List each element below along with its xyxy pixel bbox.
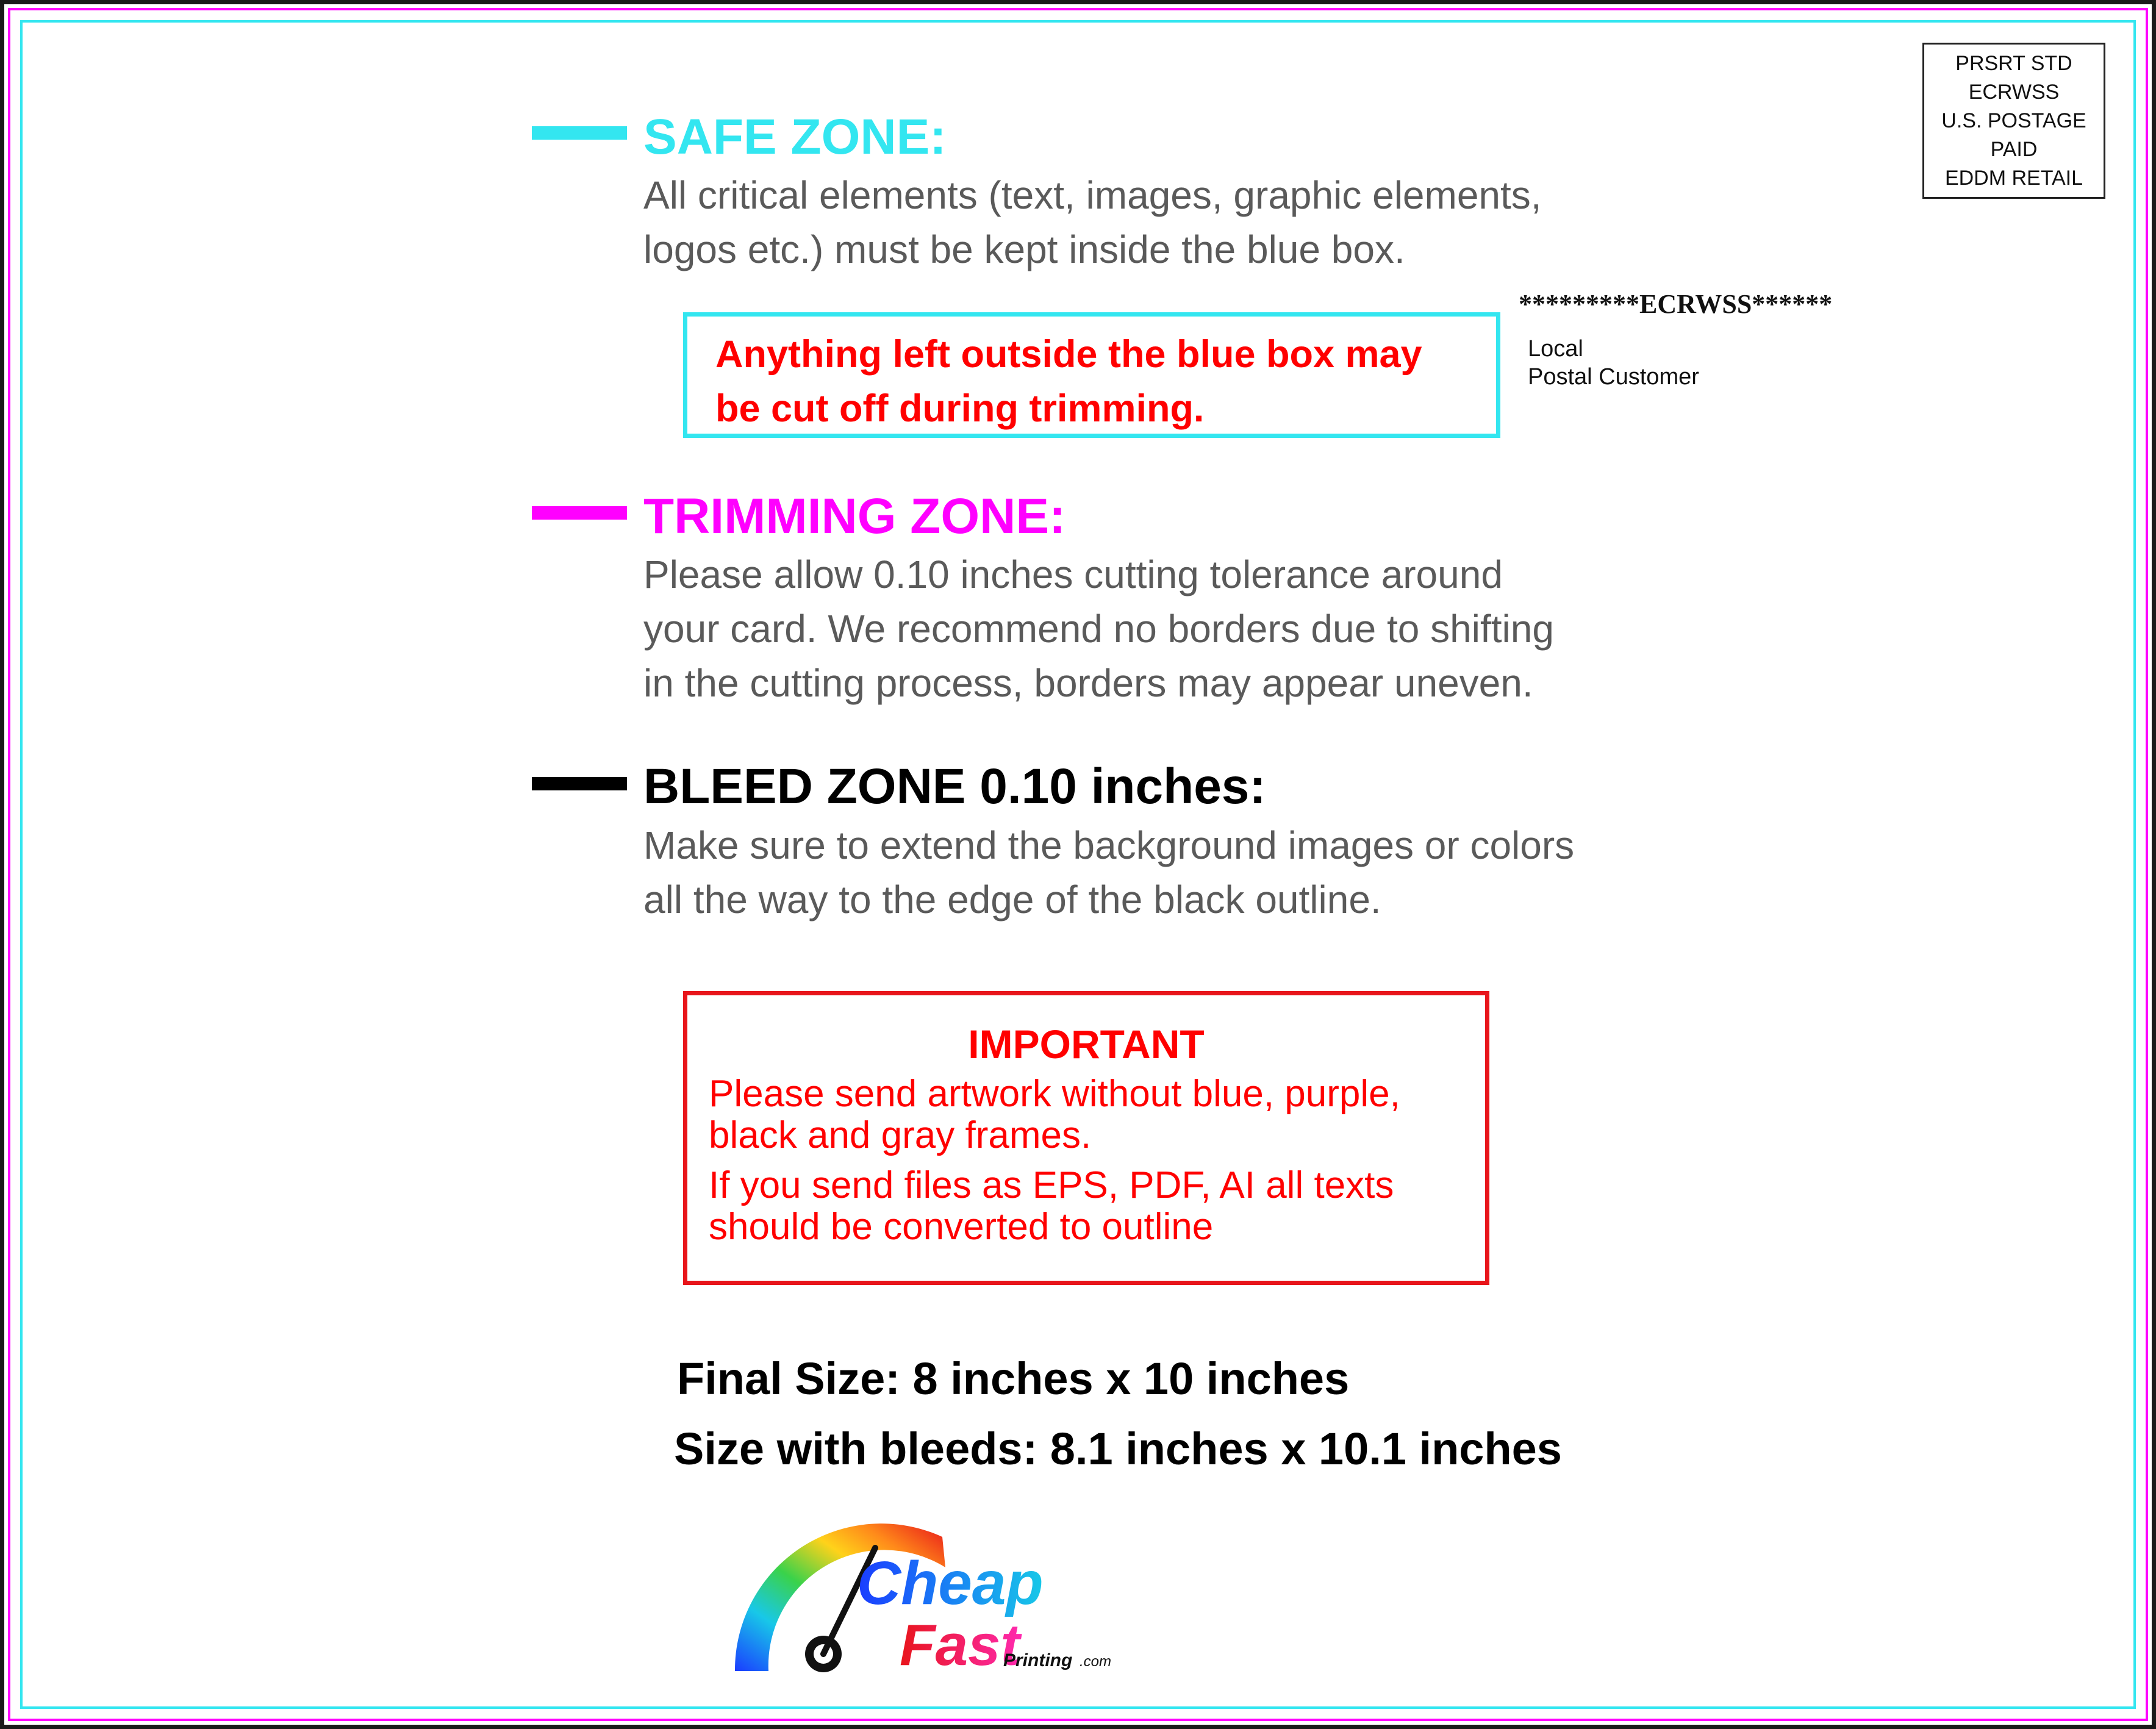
- bleed-zone-line: all the way to the edge of the black outline.: [643, 878, 1381, 922]
- trim-zone-legend-bar: [532, 506, 627, 520]
- bleed-zone-line: Make sure to extend the background images or colors: [643, 823, 1575, 867]
- important-line: Please send artwork without blue, purple,: [709, 1073, 1400, 1115]
- trimming-zone-line: Please allow 0.10 inches cutting tolerance around: [643, 553, 1503, 596]
- trimming-zone-line: your card. We recommend no borders due to shifting: [643, 607, 1554, 651]
- safe-zone-legend-bar: [532, 126, 627, 140]
- warning-line: be cut off during trimming.: [715, 387, 1205, 430]
- important-line: black and gray frames.: [709, 1114, 1092, 1156]
- final-size: Final Size: 8 inches x 10 inches: [677, 1353, 1350, 1404]
- trimming-zone-description: [643, 548, 1680, 711]
- important-title: IMPORTANT: [968, 1022, 1205, 1067]
- logo-word-cheap: Cheap: [857, 1549, 1044, 1617]
- safe-zone-title: SAFE ZONE:: [643, 109, 947, 165]
- important-line: If you send files as EPS, PDF, AI all texts: [709, 1164, 1394, 1206]
- trimming-zone-title: TRIMMING ZONE:: [643, 489, 1066, 544]
- indicia-line: U.S. POSTAGE: [1941, 109, 2086, 132]
- important-paragraph: [709, 1165, 1394, 1248]
- safe-zone-description: [643, 168, 1680, 277]
- logo-word-fast: Fast: [900, 1613, 1020, 1678]
- cheap-fast-printing-logo: [711, 1512, 1137, 1689]
- important-paragraph: [709, 1073, 1400, 1156]
- safe-zone-line: logos etc.) must be kept inside the blue box.: [643, 227, 1405, 271]
- logo-word-printing: Printing: [1003, 1650, 1073, 1670]
- trim-warning-box: [683, 312, 1500, 438]
- safe-zone-line: All critical elements (text, images, graphic elements,: [643, 173, 1542, 217]
- important-line: should be converted to outline: [709, 1206, 1214, 1248]
- postage-indicia: [1922, 43, 2105, 199]
- trimming-zone-line: in the cutting process, borders may appear uneven.: [643, 661, 1533, 705]
- address-line: Local: [1528, 336, 1583, 362]
- indicia-line: ECRWSS: [1968, 81, 2060, 104]
- indicia-line: PAID: [1990, 138, 2038, 161]
- bleed-zone-title: BLEED ZONE 0.10 inches:: [643, 759, 1266, 814]
- warning-line: Anything left outside the blue box may: [715, 333, 1422, 376]
- address-line: Postal Customer: [1528, 364, 1699, 390]
- ecrwss-line: *********ECRWSS******: [1519, 289, 1833, 319]
- important-notice-box: [683, 991, 1489, 1285]
- bleed-size: Size with bleeds: 8.1 inches x 10.1 inches: [674, 1423, 1562, 1474]
- mailing-address: [1528, 335, 1699, 391]
- bleed-zone-description: [643, 818, 1680, 927]
- bleed-zone-legend-bar: [532, 777, 627, 790]
- indicia-line: PRSRT STD: [1955, 52, 2072, 75]
- logo-graphic: [711, 1512, 1137, 1689]
- logo-domain: .com: [1080, 1653, 1112, 1670]
- indicia-line: EDDM RETAIL: [1944, 166, 2083, 190]
